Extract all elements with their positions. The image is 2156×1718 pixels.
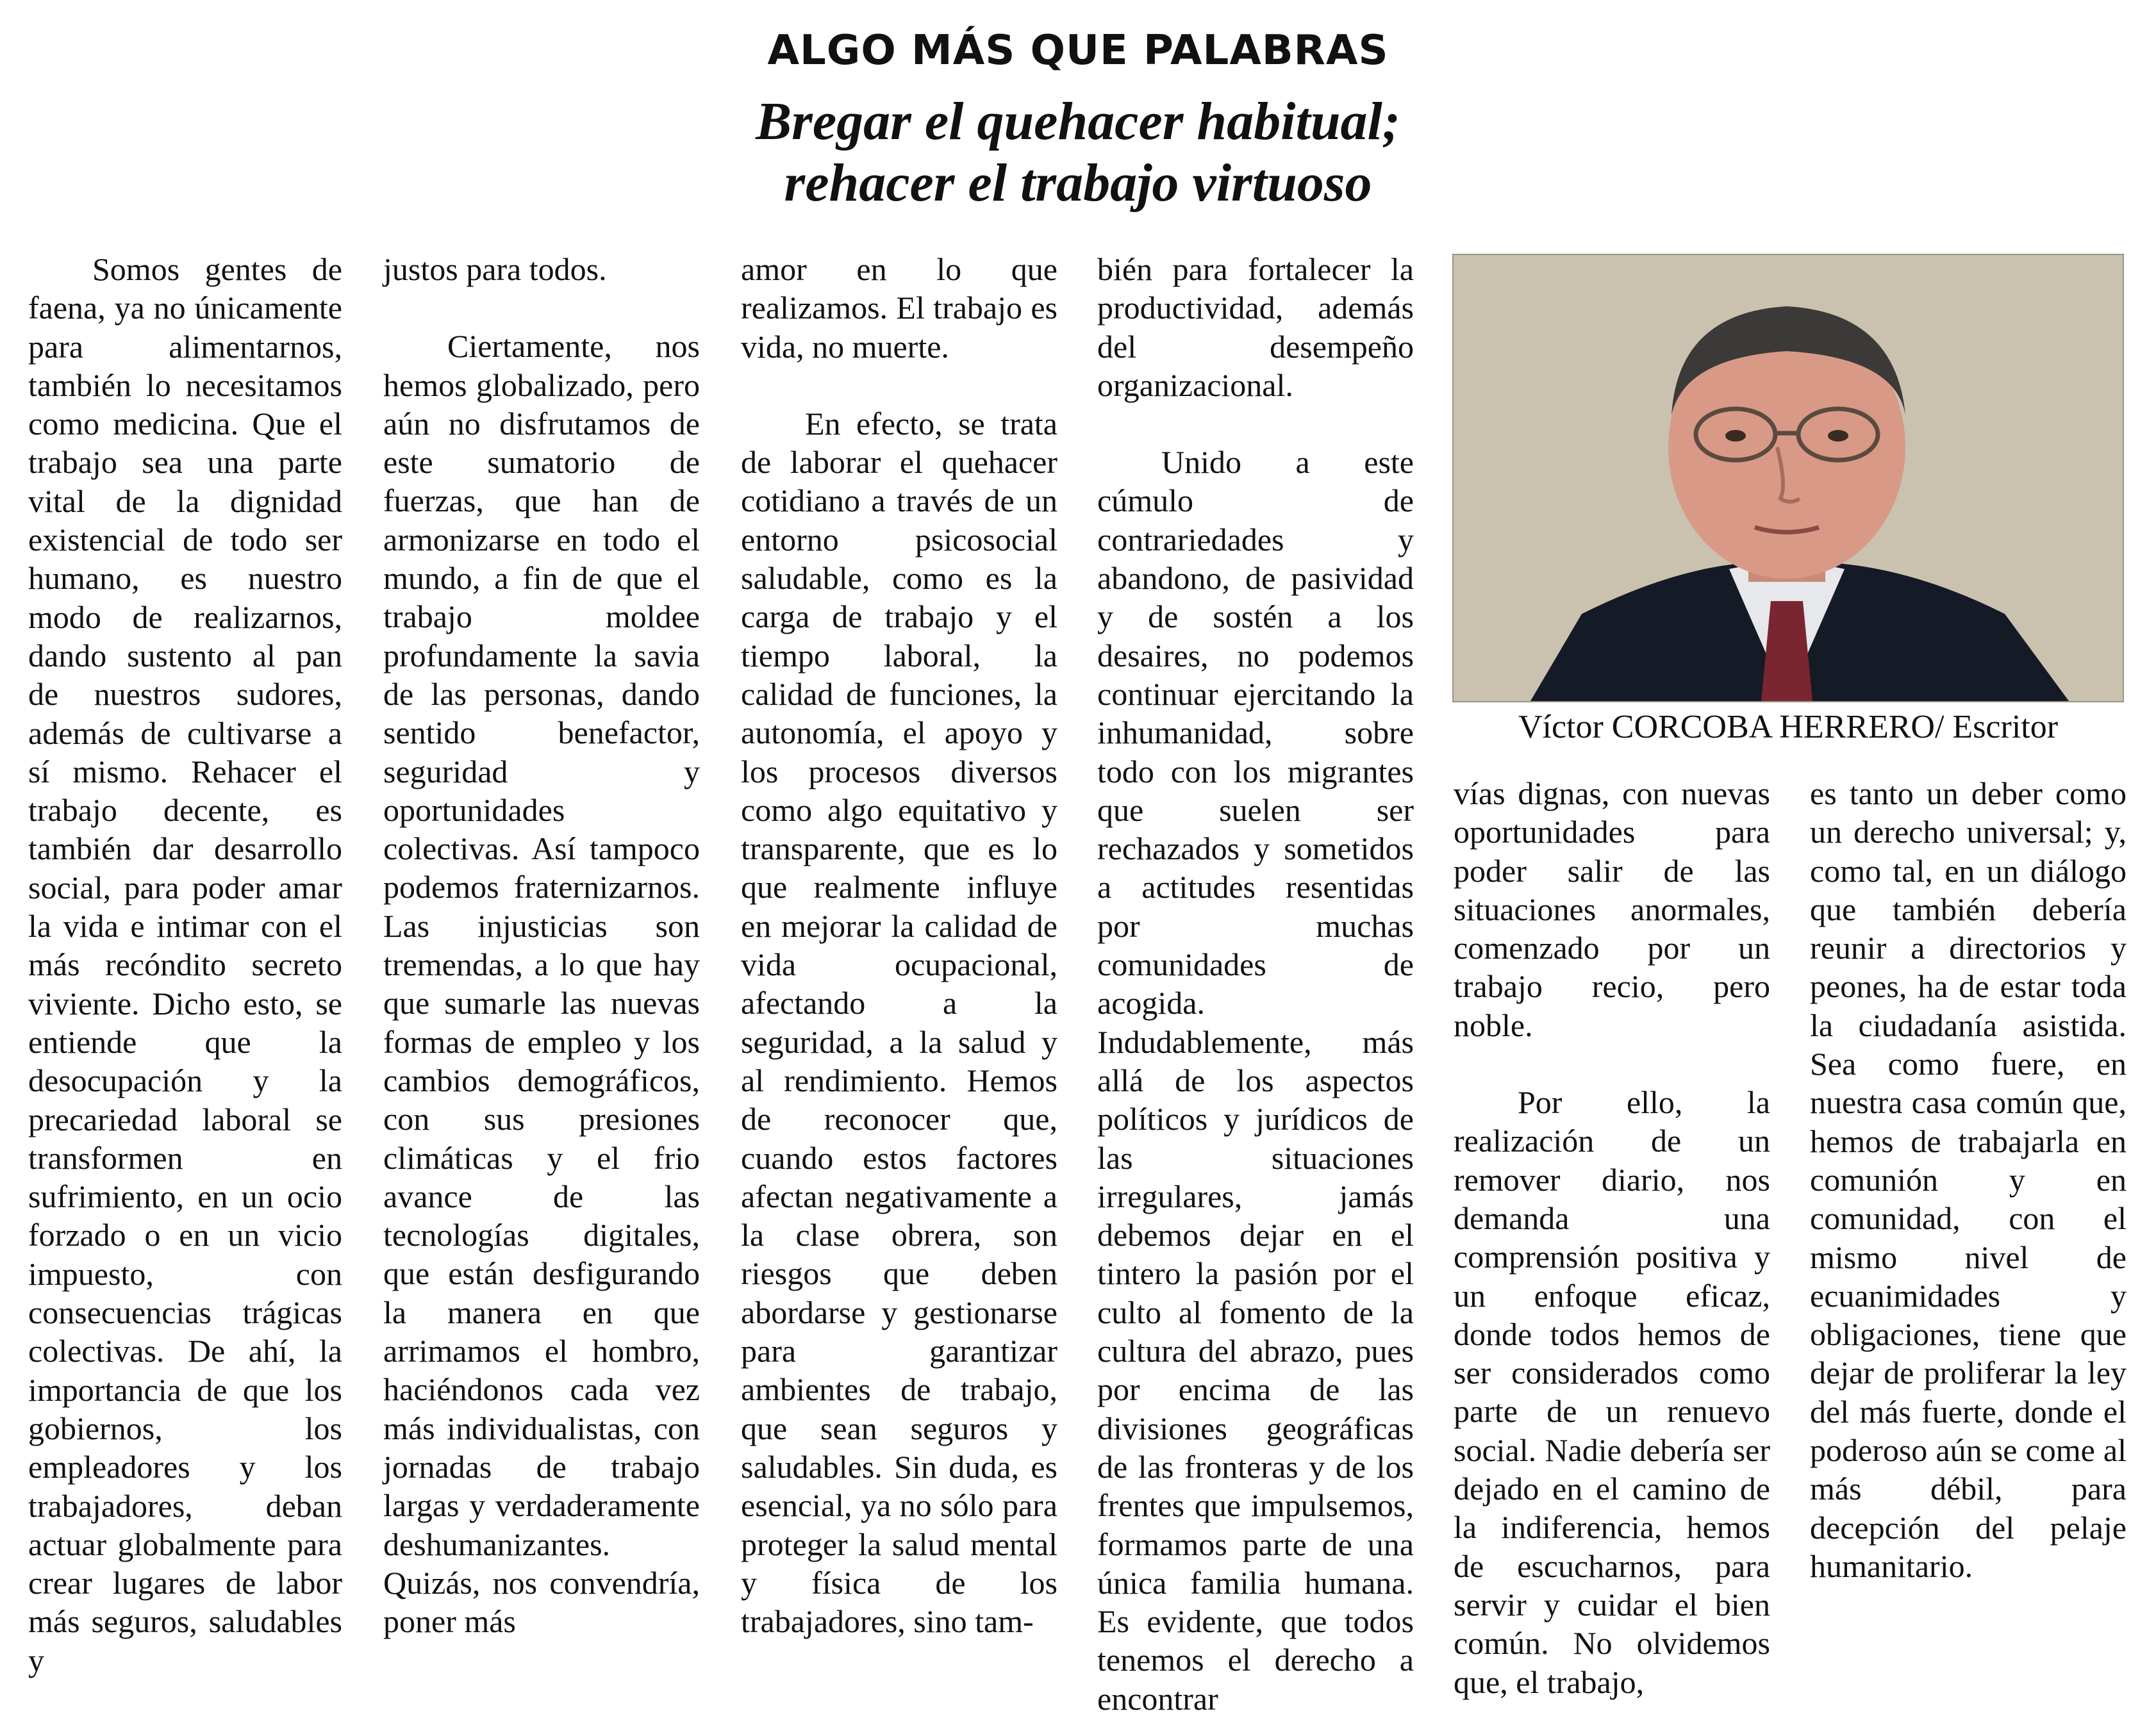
photo-caption: Víctor CORCOBA HERRERO/ Escritor	[1518, 709, 2059, 745]
article-column-3	[741, 250, 1057, 1640]
paragraph: En efecto, se trata de laborar el quehacer cotidiano a través de un entorno psicosocial saludable, como es la carga de trabajo y el tiempo laboral, la calidad de funciones, la autonomía, el apoyo y los procesos diversos como algo equitativo y transparente, que es lo que realmente influye en mejorar la calidad de vida ocupacional, afectando a la seguridad, a la salud y al rendimiento. Hemos de reconocer que, cuando estos factores afectan negativamente a la clase obrera, son riesgos que deben abordarse y gestionarse para garantizar ambientes de trabajo, que sean seguros y saludables. Sin duda, es esencial, ya no sólo para proteger la salud mental y física de los trabajadores, sino tam-	[741, 405, 1057, 1640]
paragraph: bién para fortalecer la productividad, además del desempeño organizacional.	[1097, 251, 1414, 403]
paragraph: justos para todos.	[383, 251, 607, 287]
paragraph: Ciertamente, nos hemos globalizado, pero aún no disfrutamos de este sumatorio de fuerzas, que han de armonizarse en todo el mundo, a fin de que el trabajo moldee profundamente la savia de las personas, dando sentido benefactor, seguridad y oportunidades colectivas. Así tampoco podemos fraternizarnos. Las injusticias son tremendas, a lo que hay que sumarle las nuevas formas de empleo y los cambios demográficos, con sus presiones climáticas y el frio avance de las tecnologías digitales, que están desfigurando la manera en que arrimamos el hombro, haciéndonos cada vez más individualistas, con jornadas de trabajo largas y verdaderamente deshumanizantes. Quizás, nos convendría, poner más	[383, 328, 700, 1640]
paragraph: vías dignas, con nuevas oportunidades para poder salir de las situaciones anormales, comenzado por un trabajo recio, pero noble.	[1454, 775, 1770, 1043]
author-photo	[1452, 254, 2124, 702]
headline-line-1: Bregar el quehacer habitual;	[756, 92, 1400, 151]
paragraph: Por ello, la realización de un remover diario, nos demanda una comprensión positiva y un enfoque eficaz, donde todos hemos de ser considerados como parte de un renuevo social. Nadie debería ser dejado en el camino de la indiferencia, hemos de escucharnos, para servir y cuidar el bien común. No olvidemos que, el trabajo,	[1454, 1084, 1770, 1700]
article-column-4	[1097, 250, 1414, 1718]
paragraph: amor en lo que realizamos. El trabajo es vida, no muerte.	[741, 251, 1057, 365]
paragraph: es tanto un deber como un derecho universal; y, como tal, en un diálogo que también debería reunir a directorios y peones, ha de estar toda la ciudadanía asistida. Sea como fuere, en nuestra casa común que, hemos de trabajarla en comunión y en comunidad, con el mismo nivel de ecuanimidades y obligaciones, tiene que dejar de proliferar la ley del más fuerte, donde el poderoso aún se come al más débil, para decepción del pelaje humanitario.	[1810, 775, 2127, 1584]
paragraph: Unido a este cúmulo de contrariedades y abandono, de pasividad y de sostén a los desaires, no podemos continuar ejercitando la inhumanidad, sobre todo con los migrantes que suelen ser rechazados y sometidos a actitudes resentidas por muchas comunidades de acogida. Indudablemente, más allá de los aspectos políticos y jurídicos de las situaciones irregulares, jamás debemos dejar en el tintero la pasión por el culto al fomento de la cultura del abrazo, pues por encima de las divisiones geográficas de las fronteras y de los frentes que impulsemos, formamos parte de una única familia humana. Es evidente, que todos tenemos el derecho a encontrar	[1097, 444, 1414, 1717]
right-eye	[1828, 430, 1848, 442]
headline	[0, 91, 2156, 214]
section-label: ALGO MÁS QUE PALABRAS	[767, 27, 1389, 74]
article-column-1	[28, 250, 342, 1680]
headline-line-2: rehacer el trabajo virtuoso	[784, 153, 1372, 213]
left-eye	[1725, 430, 1746, 442]
author-portrait-illustration	[1454, 255, 2123, 701]
paragraph: Somos gentes de faena, ya no únicamente para alimentarnos, también lo necesitamos como medicina. Que el trabajo sea una parte vital de la dignidad existencial de todo ser humano, es nuestro modo de realizarnos, dando sustento al pan de nuestros sudores, además de cultivarse a sí mismo. Rehacer el trabajo decente, es también dar desarrollo social, para poder amar la vida e intimar con el más recóndito secreto viviente. Dicho esto, se entiende que la desocupación y la precariedad laboral se transformen en sufrimiento, en un ocio forzado o en un vicio impuesto, con consecuencias trágicas colectivas. De ahí, la importancia de que los gobiernos, los empleadores y los trabajadores, deban actuar globalmente para crear lugares de labor más seguros, saludables y	[28, 251, 342, 1678]
article-column-2	[383, 250, 700, 1640]
article-column-6	[1810, 774, 2127, 1585]
article-column-5	[1454, 774, 1770, 1701]
